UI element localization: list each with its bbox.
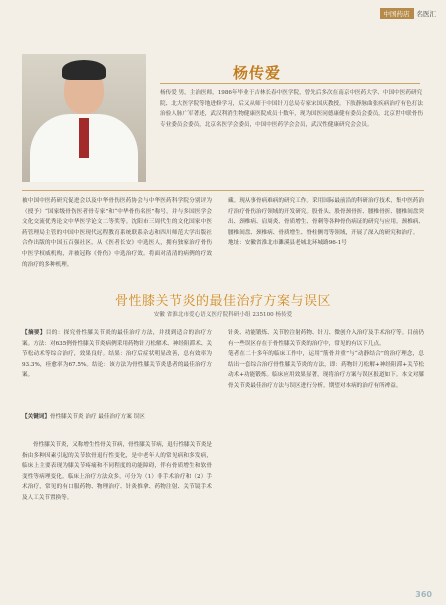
keywords	[22, 412, 212, 434]
abstract	[22, 328, 212, 410]
column-name: 名医汇	[416, 10, 436, 18]
body-right-column: 针灸、功能锻炼、关节腔注射药物、针刀、微创介入治疗及手术治疗等。目前仍有一些误区存在于骨性膝关节炎的治疗中，常见的有以下几点。 笔者在二十多年的临床工作中，运用“筋骨并重”与“动静结合”的治疗理念，总结出一套综合治疗骨性膝关节炎的方法，即：药物针刀松解+神经阻滞+关节松动术+功能锻炼。临床应用效果显著，现将治疗方案与误区报道如下。本文对膝骨关节炎最佳治疗方法与误区进行分析，期望对本病的治疗有所裨益。	[228, 330, 424, 389]
name-divider	[160, 83, 420, 84]
page-number: 360	[415, 590, 432, 599]
author-photo	[22, 54, 146, 182]
keywords-label: 【关键词】	[22, 414, 50, 420]
keywords-text: 骨性膝关节炎 治疗 最佳治疗方案 误区	[49, 414, 145, 420]
journal-header	[380, 8, 437, 19]
abstract-label: 【摘要】	[22, 330, 46, 336]
body-left-column: 骨性膝关节炎，又称增生性骨关节病，骨性膝关节病，退行性膝关节炎是指由多种因素引起的关节软骨退行性变化，是中老年人的常见病和多发病，临床上主要表现为膝关节疼痛和不同程度的功能障碍，伴有骨质增生和软骨变性等病理变化。临床上治疗方法众多，可分为（1）非手术治疗和（2）手术治疗，常见的有口服药物、物理治疗、针灸推拿、药物注射、关节镜手术及人工关节置换等。	[22, 442, 212, 501]
article-author-line: 安徽 省淮北市爱心语义医疗院科研小组 235100 杨传爱	[153, 312, 293, 318]
abstract-text: 目的：探究骨性膝关节炎的最佳治疗方法，并找到适合的治疗方案。方法：对635例骨性膝关节炎病例采用药物针刀松解术、神经阻滞术、关节松动术等综合治疗，效果良好。结果：治疗后症状明显改善，总有效率为93.3%，痊愈率为67.5%。结论：该方法为骨性膝关节炎患者的最佳治疗方案。	[22, 330, 212, 379]
author-name: 杨传爱	[233, 64, 282, 82]
author-bio: 杨传爱 男，主治医师，1986年毕业于吉林长春中医学院，曾先后多次在南京中医药大学、中国中医药研究院、北大医学院等地进修学习，后又从师于中国针刀总局专家宋国庆教授。下肢静脉曲张疾病治疗有色打法治验人脉广军著述，武汉利消生物健康医院成员十数年，现为国医同德康健有委员会委员，北京世中联骨伤专业委员会委员，北京名医学会委员，中国中医药学会会员，武汉性健康研究会会员。	[160, 90, 423, 128]
journal-name: 中国药店	[380, 8, 414, 19]
section-divider	[22, 190, 424, 191]
intro-right-column: 藏。现从事骨病难病的研究工作。采用国际最前沿的科研治疗技术，集中医药治疗治疗骨伤治疗领域的开发研究。股骨头、股骨颈骨折、腰椎骨折、腰椎间盘突出、颈椎病、肩周炎、骨质增生、骨刺等各种骨伤病证的研究与应用。颈椎病、腰椎间盘、颈椎病、骨质增生、脊柱侧弯等领域，开展了深入的研究和治疗。 地址：安徽省淮北市濉溪县老城北环城路96-1号	[228, 198, 424, 247]
intro-left-column: 被中国中医药研究促进会以及中华骨伤医药协会与中华医药科学院分别评为（授予）“国家级骨伤医者骨专家”和“中华骨伤名医”称号，并与多国医学会文化交流优秀论文中华医学论文二等奖等。沈阳市三周代生的文化国家中医药管理局主管的中国中医现代远程教育系统联系杂志和四川师范大学出版社合作出版的中国五百强社区，从《医者长安》中选医人，拥有独家治疗骨伤中医学权威机构，并被冠称《骨伤》中选治疗效。将面对清清的病例的疗效的治疗的多种机理。	[22, 198, 212, 268]
article-title: 骨性膝关节炎的最佳治疗方案与误区	[114, 294, 331, 309]
